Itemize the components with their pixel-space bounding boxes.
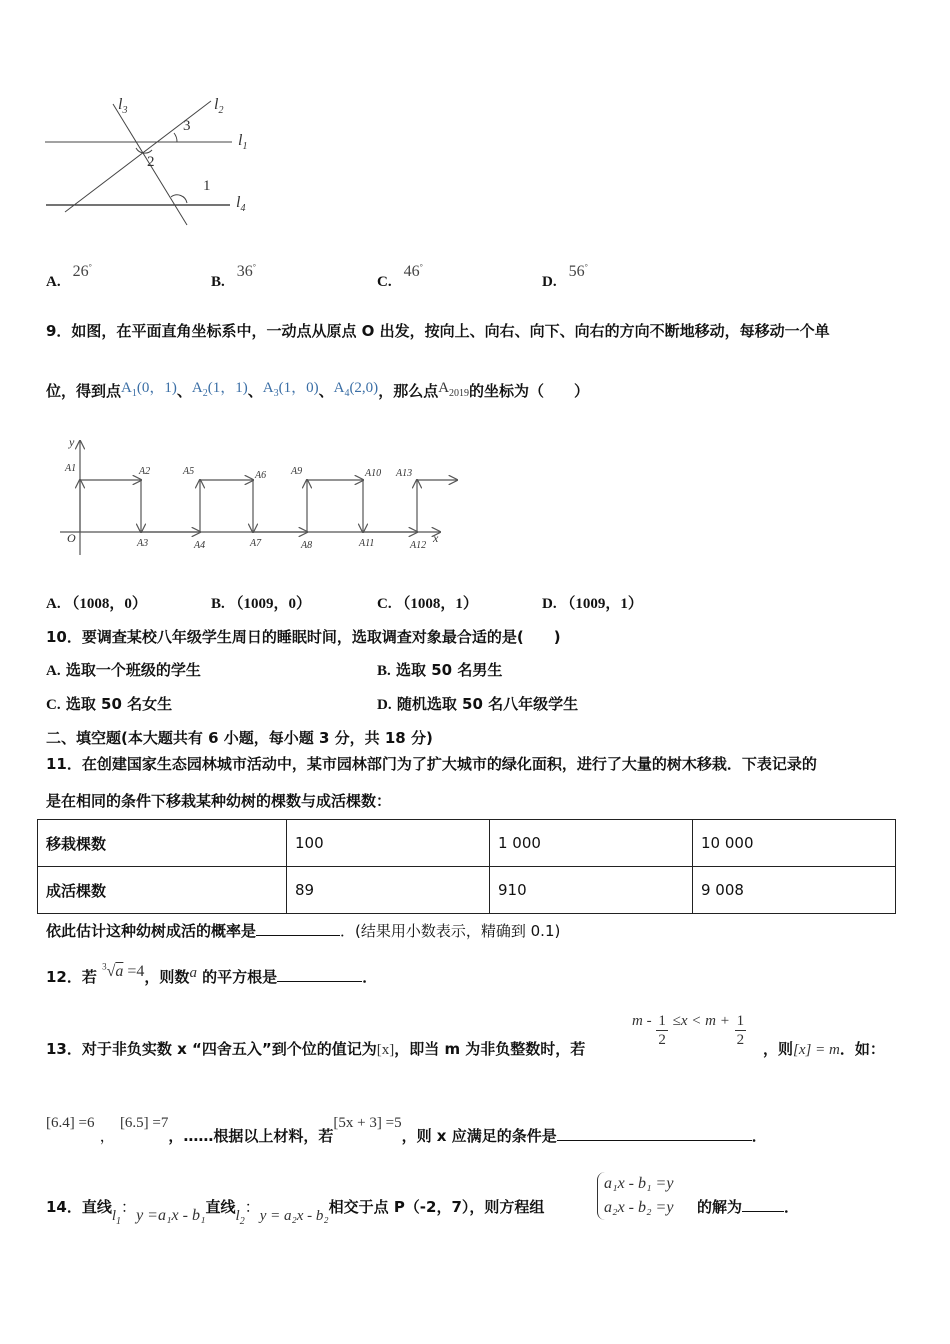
q10-stem: 10．要调查某校八年级学生周日的睡眠时间，选取调查对象最合适的是( ) [46,628,561,646]
point-label: A2 [139,466,151,477]
fraction-half: $\frac{1}{2}$ [736,1013,745,1048]
equation-2: a₂x - b₂ =y [604,1199,674,1216]
q12-stem: 12．若 $^3$√a =4，则数a 的平方根是 ． [46,961,378,986]
point-a3: $A_3(1$，0) [262,380,319,399]
point-label: A4 [194,540,206,551]
table-cell: 100 [287,820,490,867]
q13-stem-line1: 13．对于非负实数 x “四舍五入”到个位的值记为[x]，即当 m 为非负整数时，若 [46,1040,586,1058]
q9-option-a[interactable]: A. （1008，0） [46,596,147,612]
table-cell: 10 000 [693,820,896,867]
q13-stem-line1-end: ，则[x] = m．如： [763,1040,885,1058]
origin-label: O [67,531,76,545]
point-label: A12 [410,540,427,551]
q11-data-table [37,819,896,914]
fraction-half: $\frac{1}{2}$ [658,1013,666,1048]
label-l3: $l_3$ [118,96,128,116]
point-a1: $A_1(0$，1) [121,380,177,399]
option-value: 46° [403,262,423,280]
q8-option-c[interactable] [377,262,423,291]
q13-stem-line2: [6.4] =6 ， [6.5] =7，……根据以上材料，若[5x + 3] =5，则 x 应满足的条件是 ． [46,1115,767,1145]
q9-stem-line2: 位，得到点$A_1(0$，1)、$A_2(1$，1)、$A_3(1$，0)、$A_4(2,0)$，那么点$A_{2019}$的坐标为（ ） [46,380,590,400]
q10-option-b[interactable]: B. 选取 50 名男生 [377,661,503,679]
table-row [38,867,896,914]
y-axis-label: y [69,435,75,449]
point-label: A7 [250,538,262,549]
option-value: 36° [236,262,256,280]
point-label: A6 [255,470,267,481]
q9-coordinate-figure [55,435,465,560]
point-label: A13 [396,468,413,479]
q9-option-d[interactable]: D. （1009，1） [542,596,643,612]
point-label: A10 [365,468,382,479]
point-label: A5 [183,466,195,477]
answer-blank[interactable] [256,934,340,936]
q9-option-b[interactable]: B. （1009，0） [211,596,312,612]
angle-1-label: 1 [203,178,211,194]
q14-stem-end: 的解为 ． [697,1198,800,1216]
text: 位，得到点 [46,382,122,400]
q10-option-d[interactable]: D. 随机选取 50 名八年级学生 [377,695,579,713]
q10-option-c[interactable]: C. 选取 50 名女生 [46,695,173,713]
q11-followup: 依此估计这种幼树成活的概率是 ．(结果用小数表示，精确到 0.1) [46,922,561,940]
row-header: 成活棵数 [38,867,287,914]
cube-root-expression: $^3$√a =4 [102,961,145,980]
angle-3-label: 3 [183,118,191,134]
point-label: A11 [359,538,375,549]
point-label: A3 [137,538,149,549]
angle-2-label: 2 [147,154,155,170]
answer-blank[interactable] [557,1139,752,1141]
x-axis-label: x [433,531,439,545]
point-a4: $A_4(2,0)$ [333,380,379,399]
q8-figure [40,90,270,230]
point-label: A8 [301,540,313,551]
q11-stem-line1: 11．在创建国家生态园林城市活动中，某市园林部门为了扩大城市的绿化面积，进行了大量的树木移栽．下表记录的 [46,755,817,773]
point-a2019: $A_{2019}$ [438,380,470,399]
q14-equation-system [597,1172,673,1220]
q8-options [46,264,646,294]
section-heading: 二、填空题(本大题共有 6 小题，每小题 3 分，共 18 分) [46,729,433,747]
line-l2: $l_2$ [235,1208,245,1227]
q11-stem-line2: 是在相同的条件下移栽某种幼树的棵数与成活棵数： [46,792,392,810]
option-letter: D. [542,274,557,290]
row-header: 移栽棵数 [38,820,287,867]
q14-stem: 14．直线$l_1$：y =a₁x - b₁直线$l_2$：y = a₂x - b₂相交于点 P（-2，7），则方程组 [46,1198,545,1227]
line-l1: $l_1$ [111,1208,122,1227]
point-a2: $A_2(1$，1) [191,380,248,399]
table-row [38,820,896,867]
equation-1: a₁x - b₁ =y [604,1175,674,1192]
q8-option-b[interactable] [211,262,256,291]
table-cell: 1 000 [490,820,693,867]
table-cell: 910 [490,867,693,914]
table-cell: 9 008 [693,867,896,914]
q9-option-c[interactable]: C. （1008，1） [377,596,478,612]
label-l1: $l_1$ [238,132,248,152]
option-letter: B. [211,274,225,290]
q8-option-a[interactable] [46,262,92,291]
option-value: 56° [568,262,588,280]
q13-inequality: m - $\frac{1}{2}$ ≤x < m + $\frac{1}{2}$ [632,1013,745,1048]
q9-stem-line1: 9．如图，在平面直角坐标系中，一动点从原点 O 出发，按向上、向右、向下、向右的方向不断地移动，每移动一个单 [46,322,830,340]
q10-option-a[interactable]: A. 选取一个班级的学生 [46,661,201,679]
label-l2: $l_2$ [214,96,224,116]
table-cell: 89 [287,867,490,914]
answer-blank[interactable] [277,980,362,982]
label-l4: $l_4$ [236,194,246,214]
option-letter: C. [377,274,392,290]
option-letter: A. [46,274,61,290]
point-label: A1 [65,463,77,474]
option-value: 26° [72,262,92,280]
q8-option-d[interactable] [542,262,588,291]
answer-blank[interactable] [742,1210,784,1212]
point-label: A9 [291,466,303,477]
